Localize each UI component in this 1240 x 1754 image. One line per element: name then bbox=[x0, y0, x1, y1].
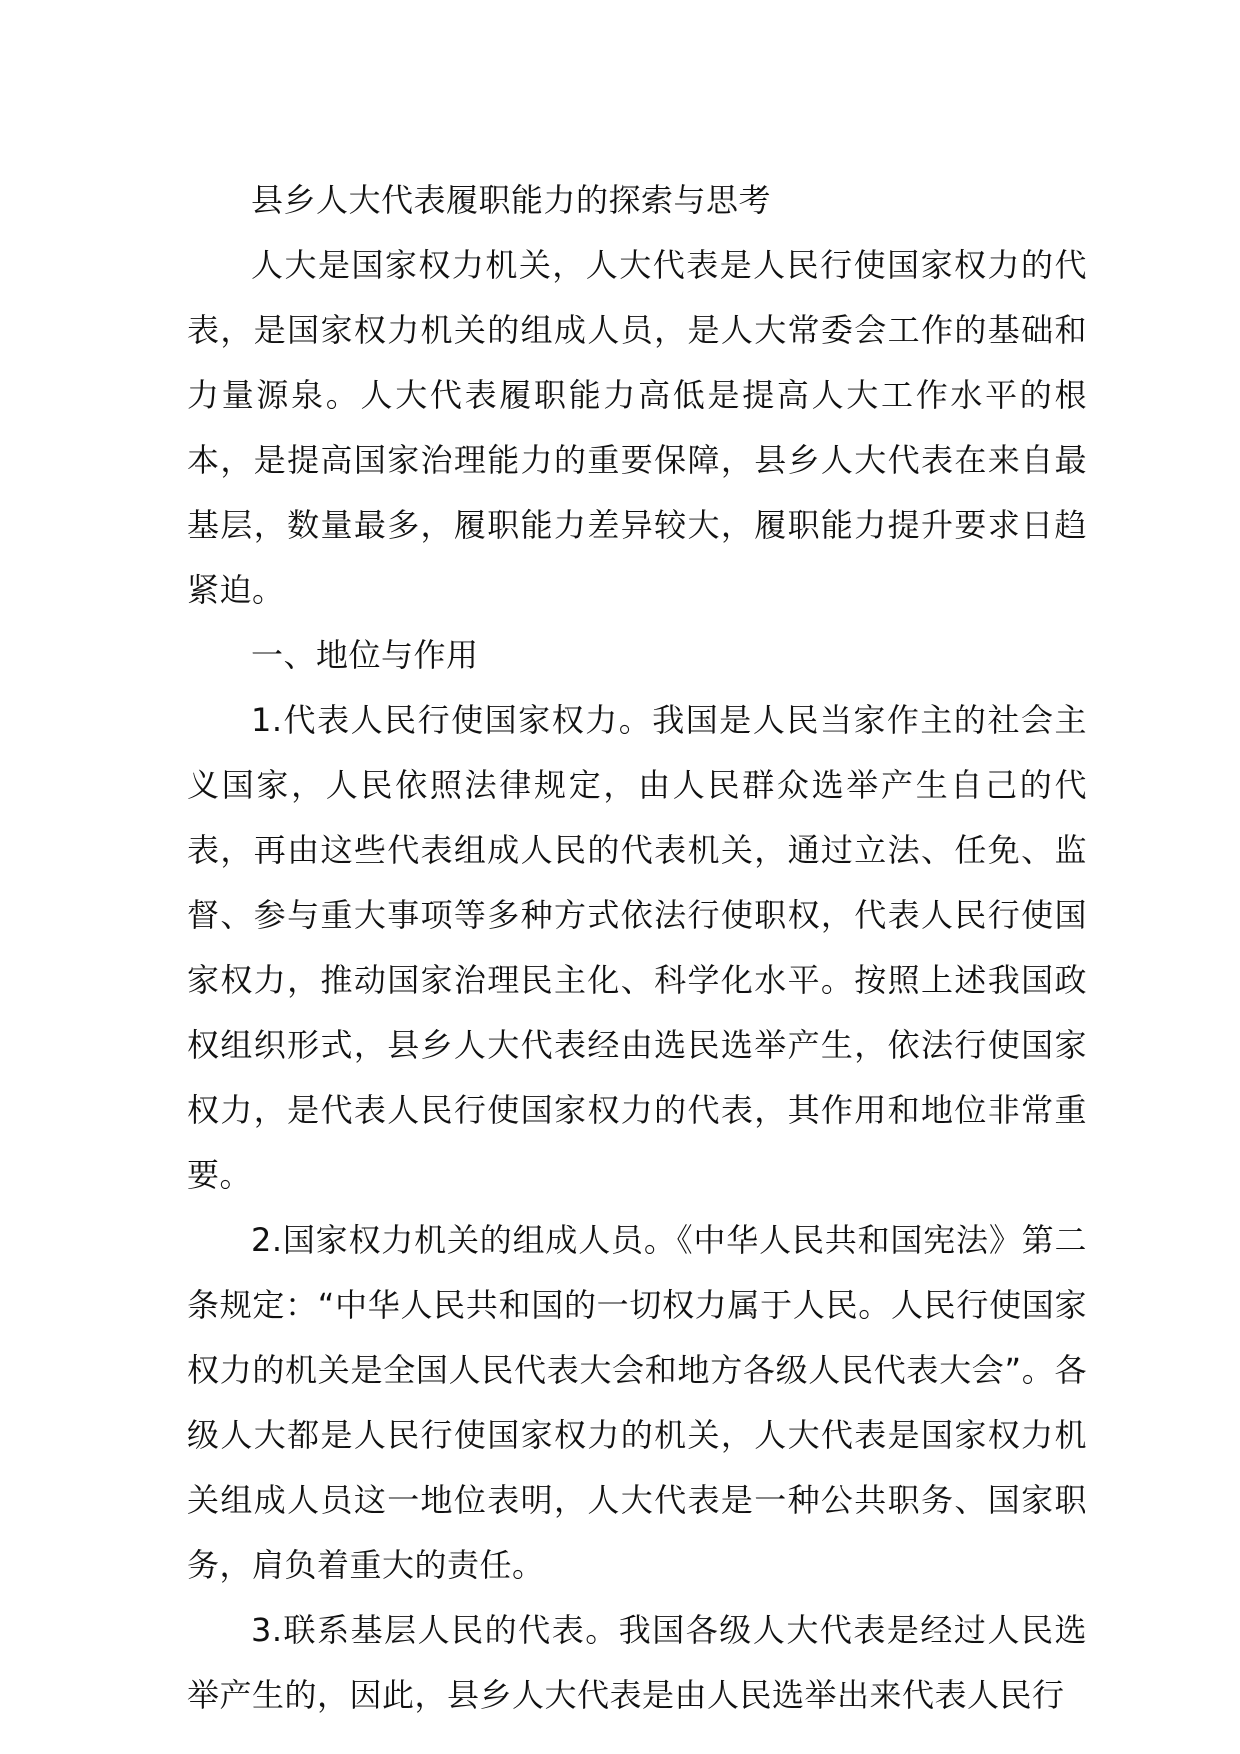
paragraph-point-2: 2.国家权力机关的组成人员。《中华人民共和国宪法》第二条规定：“中华人民共和国的一切权力属于人民。人民行使国家权力的机关是全国人民代表大会和地方各级人民代表大会”。各级人大都是人民行使国家权力的机关，人大代表是国家权力机关组成人员这一地位表明，人大代表是一种公共职务、国家职务，肩负着重大的责任。 bbox=[187, 1221, 1087, 1584]
paragraph-point-3: 3.联系基层人民的代表。我国各级人大代表是经过人民选举产生的，因此，县乡人大代表是由人民选举出来代表人民行 bbox=[187, 1611, 1087, 1714]
section-heading: 一、地位与作用 bbox=[251, 636, 479, 674]
paragraph-intro: 人大是国家权力机关，人大代表是人民行使国家权力的代表，是国家权力机关的组成人员，是人大常委会工作的基础和力量源泉。人大代表履职能力高低是提高人大工作水平的根本，是提高国家治理能力的重要保障，县乡人大代表在来自最基层，数量最多，履职能力差异较大，履职能力提升要求日趋紧迫。 bbox=[187, 246, 1087, 609]
paragraph-point-1: 1.代表人民行使国家权力。我国是人民当家作主的社会主义国家，人民依照法律规定，由人民群众选举产生自己的代表，再由这些代表组成人民的代表机关，通过立法、任免、监督、参与重大事项等多种方式依法行使职权，代表人民行使国家权力，推动国家治理民主化、科学化水平。按照上述我国政权组织形式，县乡人大代表经由选民选举产生，依法行使国家权力，是代表人民行使国家权力的代表，其作用和地位非常重要。 bbox=[187, 701, 1087, 1194]
document-title: 县乡人大代表履职能力的探索与思考 bbox=[251, 181, 772, 219]
document-body bbox=[187, 168, 1087, 1728]
